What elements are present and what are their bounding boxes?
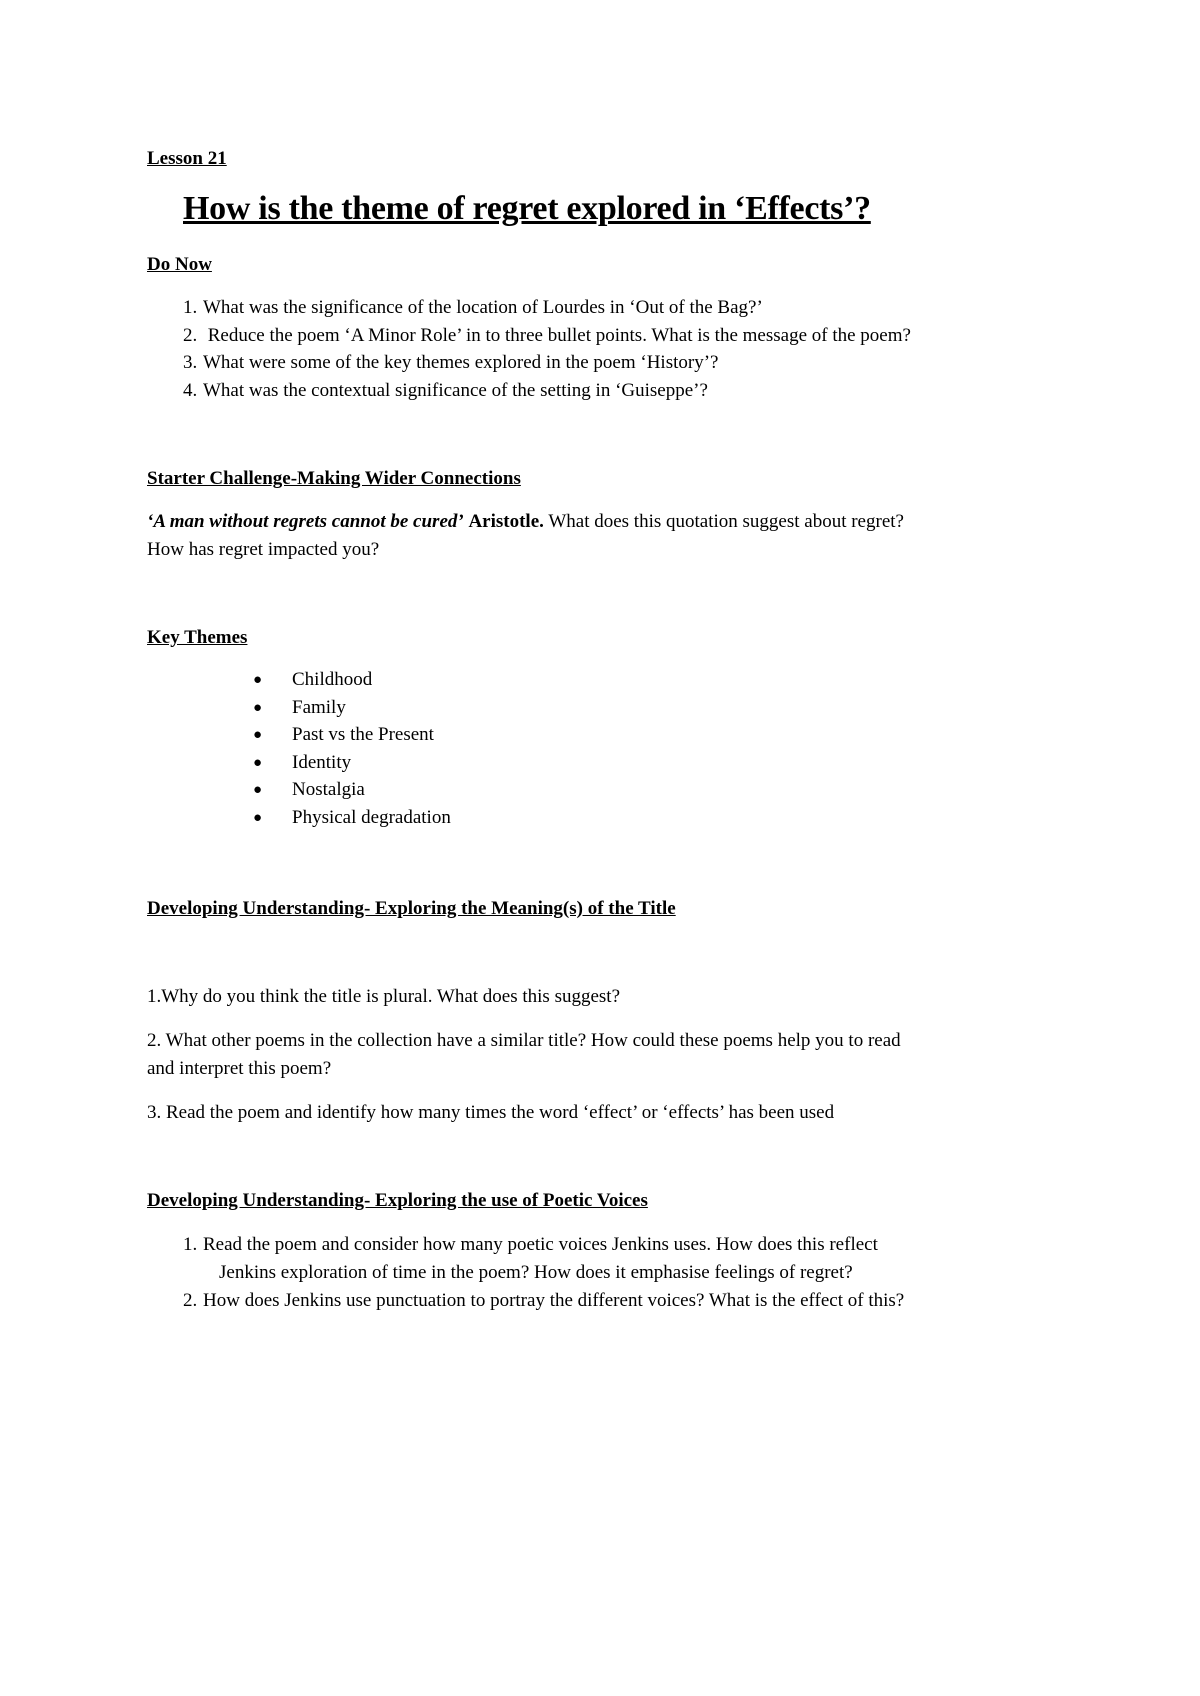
item-number: 4. [183,380,198,401]
item-number: 2. [183,1290,198,1311]
item-number: 1. [183,1234,198,1255]
item-number: 1. [183,297,198,318]
bullet-icon: ● [253,727,263,743]
title-section-heading: Developing Understanding- Exploring the Meaning(s) of the Title [147,898,676,919]
theme-item: Family [292,697,346,718]
theme-item: Identity [292,752,352,773]
title-question-2-line-2: and interpret this poem? [147,1058,332,1079]
bullet-icon: ● [253,810,263,826]
item-text: What was the contextual significance of the setting in ‘Guiseppe’? [203,380,708,401]
item-text: Reduce the poem ‘A Minor Role’ in to three bullet points. What is the message of the poem? [203,325,911,346]
bullet-icon: ● [253,782,263,798]
bullet-icon: ● [253,700,263,716]
item-number: 2. [183,325,198,346]
do-now-heading: Do Now [147,254,212,275]
do-now-item-4 [183,380,708,402]
voices-question-2 [183,1290,904,1312]
theme-item: Childhood [292,669,373,690]
item-text: What was the significance of the location of Lourdes in ‘Out of the Bag?’ [203,297,763,318]
starter-quote-line [147,511,904,533]
key-themes-heading: Key Themes [147,627,248,648]
item-text: Read the poem and consider how many poetic voices Jenkins uses. How does this reflect [203,1234,878,1255]
do-now-item-1 [183,297,763,319]
starter-author: Aristotle. [468,511,544,532]
title-question-1: 1.Why do you think the title is plural. What does this suggest? [147,986,621,1007]
voices-question-1-line-1 [183,1234,878,1256]
lesson-label: Lesson 21 [147,148,227,169]
starter-question-1: What does this quotation suggest about regret? [548,511,904,532]
voices-question-1-line-2: Jenkins exploration of time in the poem? How does it emphasise feelings of regret? [219,1262,853,1283]
title-question-2-line-1: 2. What other poems in the collection have a similar title? How could these poems help you to read [147,1030,901,1051]
bullet-icon: ● [253,755,263,771]
item-text: How does Jenkins use punctuation to portray the different voices? What is the effect of this? [203,1290,905,1311]
theme-item: Past vs the Present [292,724,434,745]
do-now-item-2 [183,325,911,347]
item-number: 3. [183,352,198,373]
main-title: How is the theme of regret explored in ‘Effects’? [183,190,871,227]
starter-heading: Starter Challenge-Making Wider Connections [147,468,521,489]
title-question-3: 3. Read the poem and identify how many times the word ‘effect’ or ‘effects’ has been used [147,1102,835,1123]
voices-section-heading: Developing Understanding- Exploring the use of Poetic Voices [147,1190,648,1211]
starter-quote: ‘A man without regrets cannot be cured’ [147,511,464,532]
bullet-icon: ● [253,672,263,688]
starter-question-2: How has regret impacted you? [147,539,380,560]
theme-item: Nostalgia [292,779,365,800]
theme-item: Physical degradation [292,807,451,828]
do-now-item-3 [183,352,718,374]
item-text: What were some of the key themes explored in the poem ‘History’? [203,352,719,373]
